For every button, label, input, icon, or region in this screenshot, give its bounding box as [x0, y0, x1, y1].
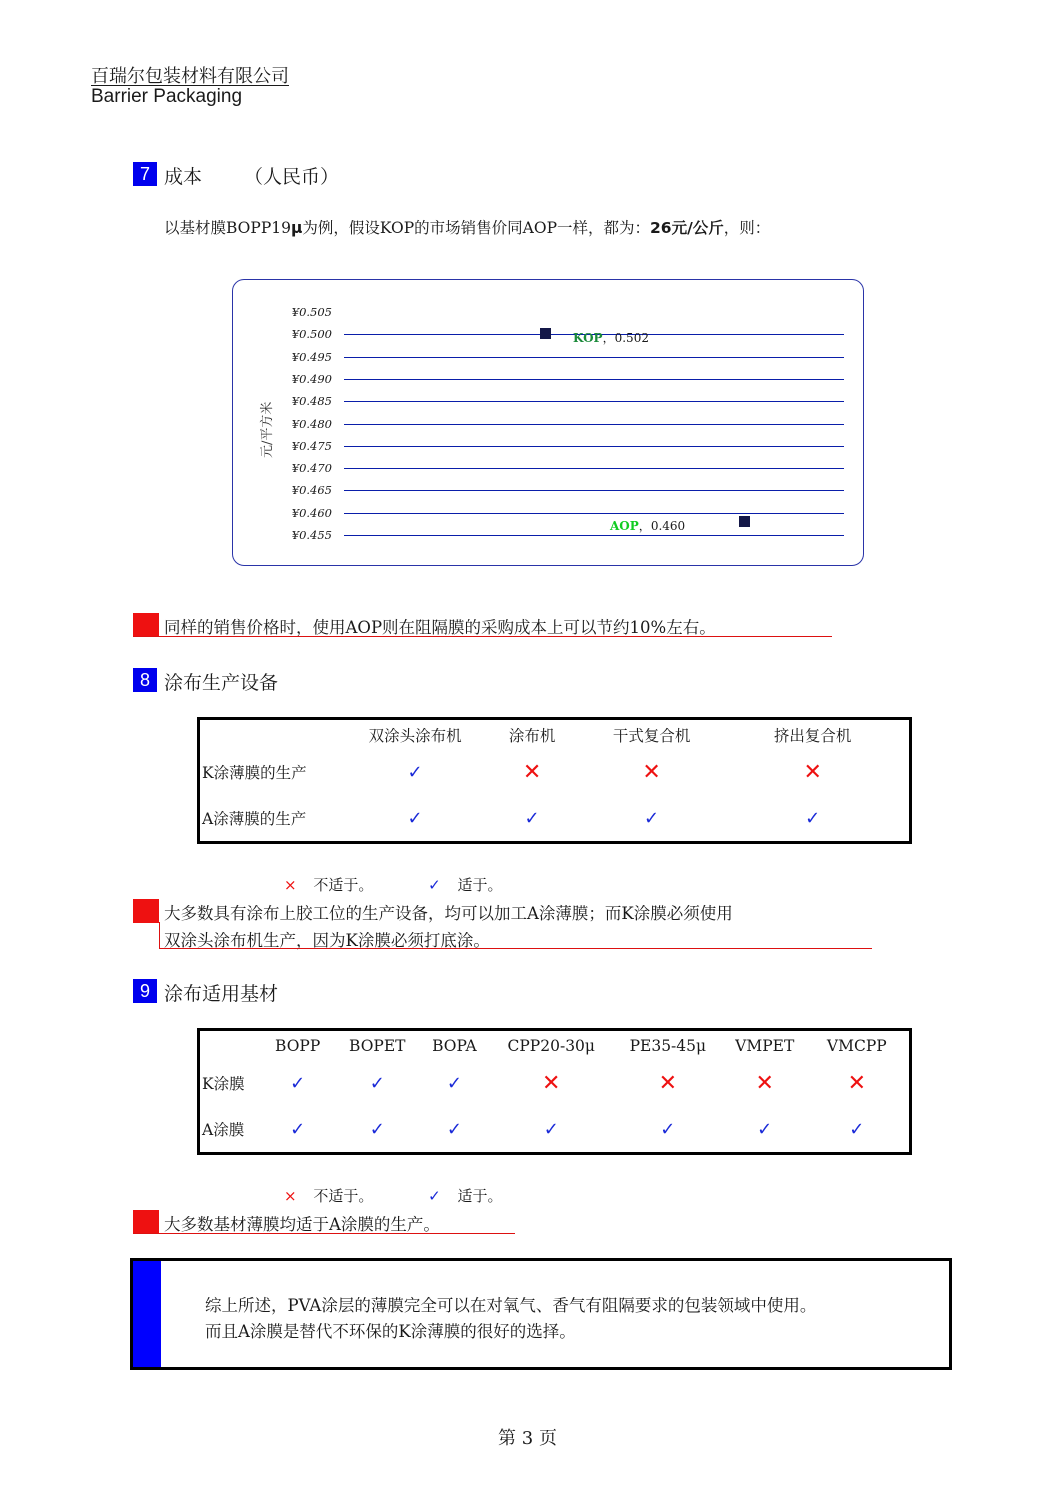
substrate-table [197, 1028, 912, 1155]
note-8-side-line [159, 922, 160, 948]
y-tick-label: ¥0.505 [291, 305, 332, 319]
cross-icon: ✕ [803, 759, 822, 785]
check-icon: ✓ [524, 807, 540, 829]
table-row [199, 795, 911, 842]
y-tick-label: ¥0.465 [291, 483, 332, 498]
table-cell [611, 1106, 725, 1153]
header-blank-cell [199, 1030, 258, 1061]
section-7-intro [164, 216, 770, 238]
y-tick-label: ¥0.455 [291, 528, 332, 542]
cross-legend-text: 不适于。 [313, 876, 374, 894]
check-icon: ✓ [805, 807, 821, 829]
note-7-text: 同样的销售价格时，使用AOP则在阻隔膜的采购成本上可以节约10%左右。 [164, 618, 716, 637]
column-header: 干式复合机 [612, 726, 691, 745]
table-row [199, 1060, 911, 1106]
cross-icon: ✕ [847, 1070, 866, 1096]
table-cell [725, 1060, 805, 1106]
check-icon: ✓ [290, 1118, 306, 1140]
column-header: BOPET [349, 1036, 406, 1055]
cross-icon: ✕ [522, 759, 542, 785]
gridline [344, 446, 844, 447]
y-tick-label: ¥0.475 [291, 438, 332, 453]
gridline [344, 513, 844, 514]
check-icon: ✓ [543, 1118, 559, 1140]
gridline [344, 401, 844, 402]
table-cell [258, 1106, 338, 1153]
column-header: 挤出复合机 [773, 726, 852, 745]
note-9-underline [133, 1233, 515, 1234]
check-icon: ✓ [644, 807, 660, 829]
section-7-title: 成本 [164, 166, 203, 188]
check-legend-icon: ✓ [428, 1187, 441, 1205]
table-cell [587, 749, 716, 795]
note-9-marker [133, 1210, 159, 1234]
data-label-separator: ， [638, 518, 651, 533]
cross-legend-icon: × [284, 1187, 297, 1205]
section-7-badge: 7 [133, 162, 157, 186]
gridline [344, 357, 844, 358]
column-header: 涂布机 [508, 726, 556, 745]
check-legend-text: 适于。 [457, 1187, 503, 1205]
check-icon: ✓ [757, 1118, 773, 1140]
check-icon: ✓ [407, 807, 423, 829]
data-label-aop [610, 517, 685, 534]
check-icon: ✓ [849, 1118, 865, 1140]
y-tick-label: ¥0.480 [291, 416, 332, 431]
table-cell [337, 1106, 417, 1153]
company-name-cn: 百瑞尔包装材料有限公司 [91, 66, 289, 87]
table-row [199, 1106, 911, 1153]
check-icon: ✓ [446, 1118, 462, 1140]
table-cell [492, 1060, 611, 1106]
check-icon: ✓ [369, 1072, 385, 1094]
section-8-legend [284, 874, 503, 895]
cross-icon: ✕ [755, 1070, 774, 1096]
y-tick-label: ¥0.485 [291, 394, 332, 409]
table-cell [353, 795, 477, 842]
check-legend-text: 适于。 [457, 876, 503, 894]
data-label-separator: ， [602, 331, 615, 346]
summary-line-1: 综上所述，PVA涂层的薄膜完全可以在对氧气、香气有阻隔要求的包装领域中使用。 [205, 1296, 817, 1315]
column-header: CPP20-30μ [507, 1036, 595, 1055]
section-9-legend [284, 1185, 503, 1206]
table-cell [492, 1106, 611, 1153]
spacer-cell [909, 1060, 911, 1106]
y-tick-label: ¥0.490 [291, 371, 332, 386]
check-icon: ✓ [290, 1072, 306, 1094]
summary-accent-bar [133, 1261, 161, 1367]
data-label-value: 0.502 [614, 331, 649, 346]
chart-y-axis-label: 元/平方米 [260, 401, 275, 458]
y-tick-label: ¥0.460 [291, 505, 332, 520]
note-9-text: 大多数基材薄膜均适于A涂膜的生产。 [164, 1215, 440, 1234]
section-7-currency: （人民币） [244, 166, 340, 188]
equipment-table [197, 717, 912, 844]
table-cell [805, 1060, 909, 1106]
row-label: A涂薄膜的生产 [202, 810, 307, 829]
note-8-marker [133, 899, 159, 923]
spacer-cell [909, 1106, 911, 1153]
cross-icon: ✕ [658, 1070, 678, 1096]
data-point-aop [739, 516, 750, 527]
check-legend-icon: ✓ [428, 876, 441, 894]
company-name-en: Barrier Packaging [91, 86, 243, 107]
row-label: A涂膜 [202, 1121, 245, 1140]
summary-box [130, 1258, 952, 1370]
column-header: PE35-45μ [629, 1036, 707, 1055]
cross-legend-text: 不适于。 [313, 1187, 374, 1205]
row-label: K涂膜 [202, 1075, 245, 1094]
gridline [344, 379, 844, 380]
data-label-series: AOP [610, 518, 639, 533]
table-cell [725, 1106, 805, 1153]
spacer-cell [909, 1030, 911, 1061]
table-cell [353, 749, 477, 795]
intro-mu: μ [290, 219, 303, 237]
note-7-underline [133, 636, 832, 637]
table-cell [477, 749, 587, 795]
section-9-badge: 9 [133, 979, 157, 1003]
check-icon: ✓ [369, 1118, 385, 1140]
intro-post: ，则： [723, 219, 771, 237]
intro-price: 26元/公斤 [650, 219, 724, 237]
note-7-marker [133, 613, 159, 637]
page-number: 第 3 页 [498, 1428, 557, 1449]
table-cell [417, 1060, 492, 1106]
table-cell [716, 795, 910, 842]
section-8-badge: 8 [133, 668, 157, 692]
intro-pre: 以基材膜BOPP19 [164, 219, 291, 237]
cross-legend-icon: × [284, 876, 297, 894]
data-label-series: KOP [573, 331, 603, 346]
column-header: BOPP [275, 1036, 321, 1055]
data-label-value: 0.460 [650, 518, 686, 533]
check-icon: ✓ [407, 761, 423, 783]
table-cell [611, 1060, 725, 1106]
section-9-title: 涂布适用基材 [164, 983, 279, 1005]
row-label: K涂薄膜的生产 [202, 764, 307, 783]
table-cell [805, 1106, 909, 1153]
y-tick-label: ¥0.470 [291, 461, 332, 476]
column-header: 双涂头涂布机 [368, 726, 462, 745]
gridline [344, 490, 844, 491]
data-label-kop [573, 329, 649, 346]
column-header: VMCPP [826, 1036, 887, 1055]
table-cell [417, 1106, 492, 1153]
note-8-underline [159, 948, 872, 949]
column-header: BOPA [432, 1036, 477, 1055]
table-cell [258, 1060, 338, 1106]
y-tick-label: ¥0.495 [291, 349, 332, 364]
gridline [344, 424, 844, 425]
cross-icon: ✕ [542, 1070, 561, 1096]
gridline [344, 535, 844, 536]
intro-mid: 为例，假设KOP的市场销售价同AOP一样，都为： [302, 219, 651, 237]
gridline [344, 468, 844, 469]
data-point-kop [540, 328, 551, 339]
check-icon: ✓ [660, 1118, 676, 1140]
column-header: VMPET [735, 1036, 795, 1055]
note-8-line2: 双涂头涂布机生产，因为K涂膜必须打底涂。 [164, 931, 490, 950]
table-cell [337, 1060, 417, 1106]
y-tick-label: ¥0.500 [291, 327, 332, 342]
table-row [199, 749, 911, 795]
check-icon: ✓ [446, 1072, 462, 1094]
table-cell [587, 795, 716, 842]
table-cell [716, 749, 910, 795]
table-cell [477, 795, 587, 842]
summary-text [205, 1293, 816, 1345]
header-blank-cell [199, 719, 353, 750]
section-8-title: 涂布生产设备 [164, 672, 279, 694]
cross-icon: ✕ [642, 759, 661, 785]
note-8-line1: 大多数具有涂布上胶工位的生产设备，均可以加工A涂薄膜；而K涂膜必须使用 [164, 904, 733, 923]
summary-line-2: 而且A涂膜是替代不环保的K涂薄膜的很好的选择。 [205, 1322, 576, 1341]
